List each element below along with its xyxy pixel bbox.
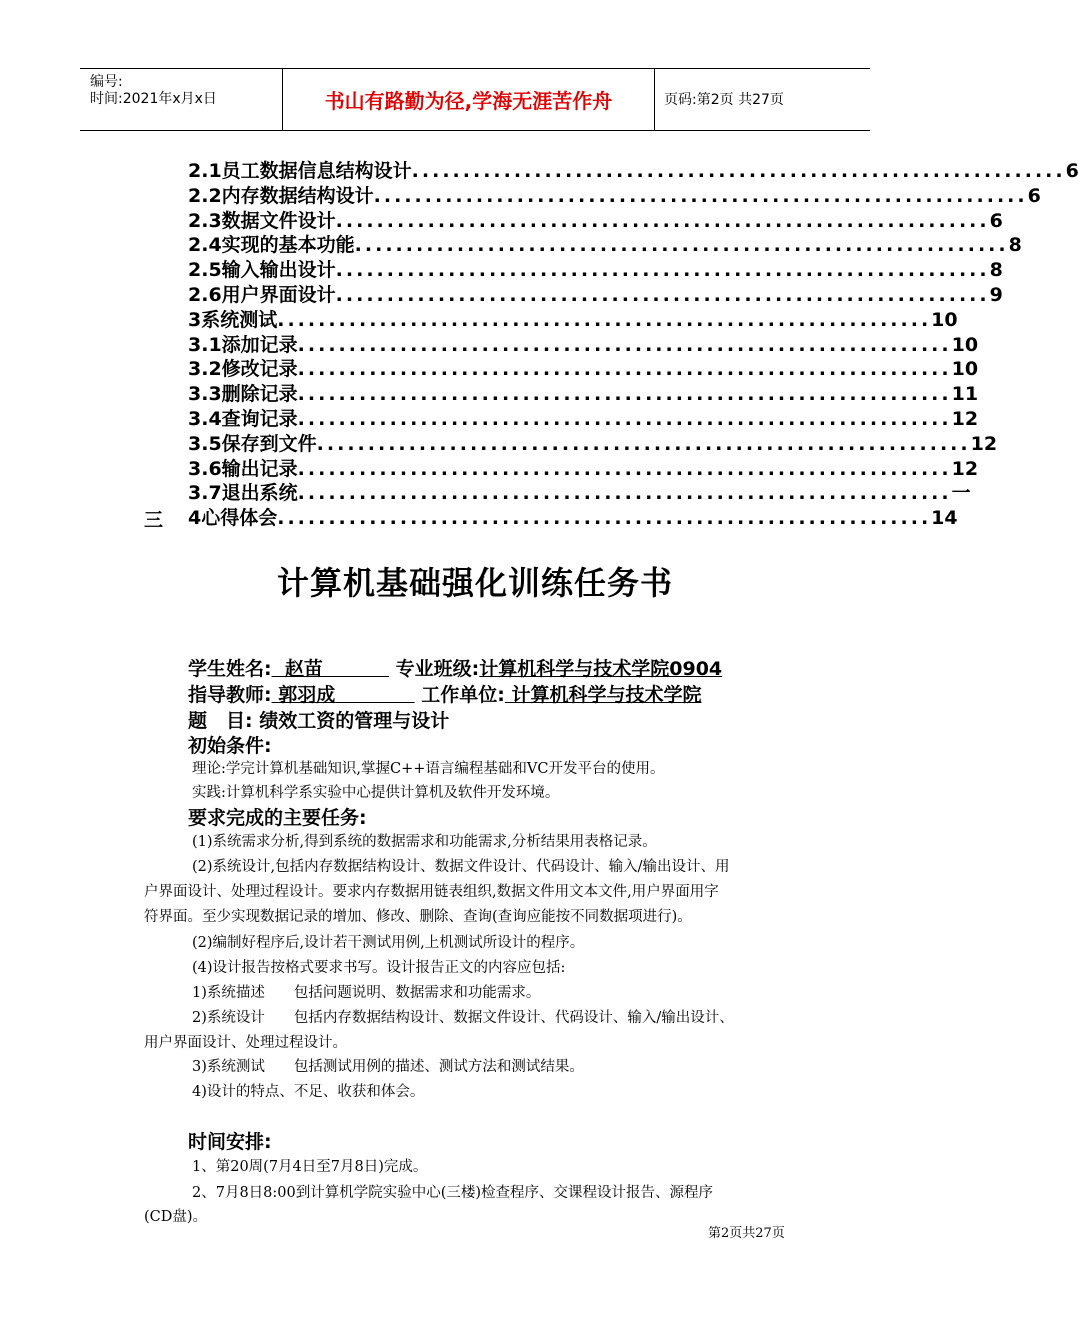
toc-leader-dots: ................................................................ (316, 432, 971, 455)
toc-entry-title: 2.4实现的基本功能 (188, 234, 355, 257)
toc-wrapped-char: 三 (144, 509, 164, 531)
toc-page-number: 14 (931, 507, 958, 530)
page-indicator: 页码:第2页 共27页 (664, 92, 784, 108)
initial-line: 理论:学完计算机基础知识,掌握C++语言编程基础和VC开发平台的使用。 (192, 761, 665, 777)
task-line: 4)设计的特点、不足、收获和体会。 (192, 1084, 425, 1100)
toc-leader-dots: ................................................................ (354, 234, 1009, 257)
toc-row (188, 503, 958, 530)
header-meta-cell (80, 69, 283, 130)
toc-page-number: 10 (931, 308, 958, 331)
task-line: 符界面。至少实现数据记录的增加、修改、删除、查询(查询应能按不同数据项进行)。 (144, 909, 692, 925)
initial-line: 实践:计算机科学系实验中心提供计算机及软件开发环境。 (192, 785, 560, 801)
toc-leader-dots: ................................................................ (297, 358, 952, 381)
tasks-heading: 要求完成的主要任务: (188, 807, 367, 829)
toc-row (188, 379, 979, 406)
toc-page-number: 6 (989, 209, 1003, 232)
toc-entry-title: 3.2修改记录 (188, 358, 298, 381)
task-line: (4)设计报告按格式要求书写。设计报告正文的内容应包括: (192, 960, 566, 976)
time-label: 时间:2021年x月x日 (90, 91, 217, 107)
toc-row (188, 280, 1003, 306)
student-name-label: 学生姓名: (188, 658, 272, 680)
toc-page-number: 12 (951, 407, 979, 430)
task-line: 2)系统设计 包括内存数据结构设计、数据文件设计、代码设计、输入/输出设计、 (192, 1010, 734, 1026)
task-line: 1)系统描述 包括问题说明、数据需求和功能需求。 (192, 985, 541, 1001)
teacher-label: 指导教师: (188, 684, 272, 706)
page-footer: 第2页共27页 (708, 1226, 785, 1241)
student-row-1 (188, 654, 722, 681)
toc-page-number: 11 (951, 383, 979, 406)
motto: 书山有路勤为径,学海无涯苦作舟 (283, 69, 655, 130)
schedule-heading: 时间安排: (188, 1131, 272, 1153)
task-line: 用户界面设计、处理过程设计。 (144, 1035, 347, 1051)
class-label: 专业班级: (395, 658, 480, 680)
toc-entry-title: 3.5保存到文件 (188, 432, 317, 455)
document-title: 计算机基础强化训练任务书 (276, 564, 673, 602)
toc-leader-dots: ................................................................ (277, 308, 932, 331)
toc-leader-dots: ................................................................ (335, 209, 990, 232)
schedule-line: (CD盘)。 (144, 1209, 208, 1225)
task-line: 3)系统测试 包括测试用例的描述、测试方法和测试结果。 (192, 1059, 584, 1075)
toc-row (188, 478, 971, 505)
toc-entry-title: 4心得体会 (188, 507, 278, 530)
topic-label: 题 目: (188, 710, 253, 732)
page-header (80, 68, 870, 131)
toc-page-number: 8 (1008, 234, 1022, 257)
student-name: 赵苗 (284, 658, 323, 680)
toc-leader-dots: ................................................................ (297, 407, 952, 430)
schedule-line: 2、7月8日8:00到计算机学院实验中心(三楼)检查程序、交课程设计报告、源程序 (192, 1185, 714, 1201)
unit-label: 工作单位: (421, 684, 505, 706)
toc-page-number: 8 (989, 259, 1003, 282)
toc-entry-title: 2.5输入输出设计 (188, 259, 336, 282)
toc-leader-dots: ................................................................ (297, 383, 952, 406)
toc-entry-title: 2.2内存数据结构设计 (188, 184, 374, 207)
toc-row (188, 255, 1003, 282)
initial-heading: 初始条件: (188, 735, 272, 757)
toc-leader-dots: ................................................................ (277, 507, 932, 530)
toc-leader-dots: ................................................................ (297, 482, 952, 505)
toc-page-number: 12 (970, 432, 998, 455)
student-row-2 (188, 680, 702, 707)
toc-page-number: 10 (951, 333, 979, 356)
toc-page-number: 12 (951, 457, 979, 480)
task-line: (2)系统设计,包括内存数据结构设计、数据文件设计、代码设计、输入/输出设计、用 (192, 859, 730, 875)
toc-row (188, 181, 1041, 207)
toc-row (188, 330, 979, 356)
toc-row (188, 206, 1003, 232)
toc-page-number: 6 (1027, 184, 1041, 207)
toc-leader-dots: ................................................................ (335, 283, 990, 306)
toc-entry-title: 2.3数据文件设计 (188, 209, 336, 232)
toc-page-number: 10 (951, 358, 979, 381)
number-label: 编号: (90, 74, 123, 90)
toc-leader-dots: ................................................................ (297, 333, 952, 356)
toc-entry-title: 3.4查询记录 (188, 407, 298, 430)
table-of-contents (188, 156, 1079, 530)
toc-entry-title: 3.6输出记录 (188, 457, 298, 480)
toc-entry-title: 2.6用户界面设计 (188, 283, 336, 306)
teacher-name: 郭羽成 (278, 684, 336, 706)
toc-row (188, 230, 1022, 257)
toc-entry-title: 3系统测试 (188, 308, 278, 331)
toc-row (188, 354, 979, 381)
toc-leader-dots: ................................................................ (373, 184, 1028, 207)
schedule-line: 1、第20周(7月4日至7月8日)完成。 (192, 1159, 428, 1175)
topic-value: 绩效工资的管理与设计 (259, 710, 450, 732)
toc-row (188, 454, 979, 480)
toc-page-number: 9 (989, 283, 1003, 306)
toc-page-number: 一 (951, 482, 971, 505)
student-row-3 (188, 706, 449, 733)
unit-value: 计算机科学与技术学院 (511, 684, 702, 706)
toc-leader-dots: ................................................................ (297, 457, 952, 480)
toc-entry-title: 2.1员工数据信息结构设计 (188, 160, 412, 182)
toc-row (188, 429, 998, 455)
task-line: 户界面设计、处理过程设计。要求内存数据用链表组织,数据文件用文本文件,用户界面用字 (144, 884, 719, 900)
toc-row (188, 305, 958, 331)
toc-row (188, 156, 1079, 182)
toc-entry-title: 3.1添加记录 (188, 333, 298, 356)
toc-page-number: 6 (1065, 160, 1079, 182)
toc-leader-dots: ................................................................ (411, 160, 1066, 182)
class-value: 计算机科学与技术学院0904 (479, 658, 723, 680)
task-line: (2)编制好程序后,设计若干测试用例,上机测试所设计的程序。 (192, 935, 585, 951)
toc-row (188, 404, 979, 430)
toc-leader-dots: ................................................................ (335, 259, 990, 282)
toc-entry-title: 3.7退出系统 (188, 482, 298, 505)
task-line: (1)系统需求分析,得到系统的数据需求和功能需求,分析结果用表格记录。 (192, 834, 657, 850)
toc-entry-title: 3.3删除记录 (188, 383, 298, 406)
